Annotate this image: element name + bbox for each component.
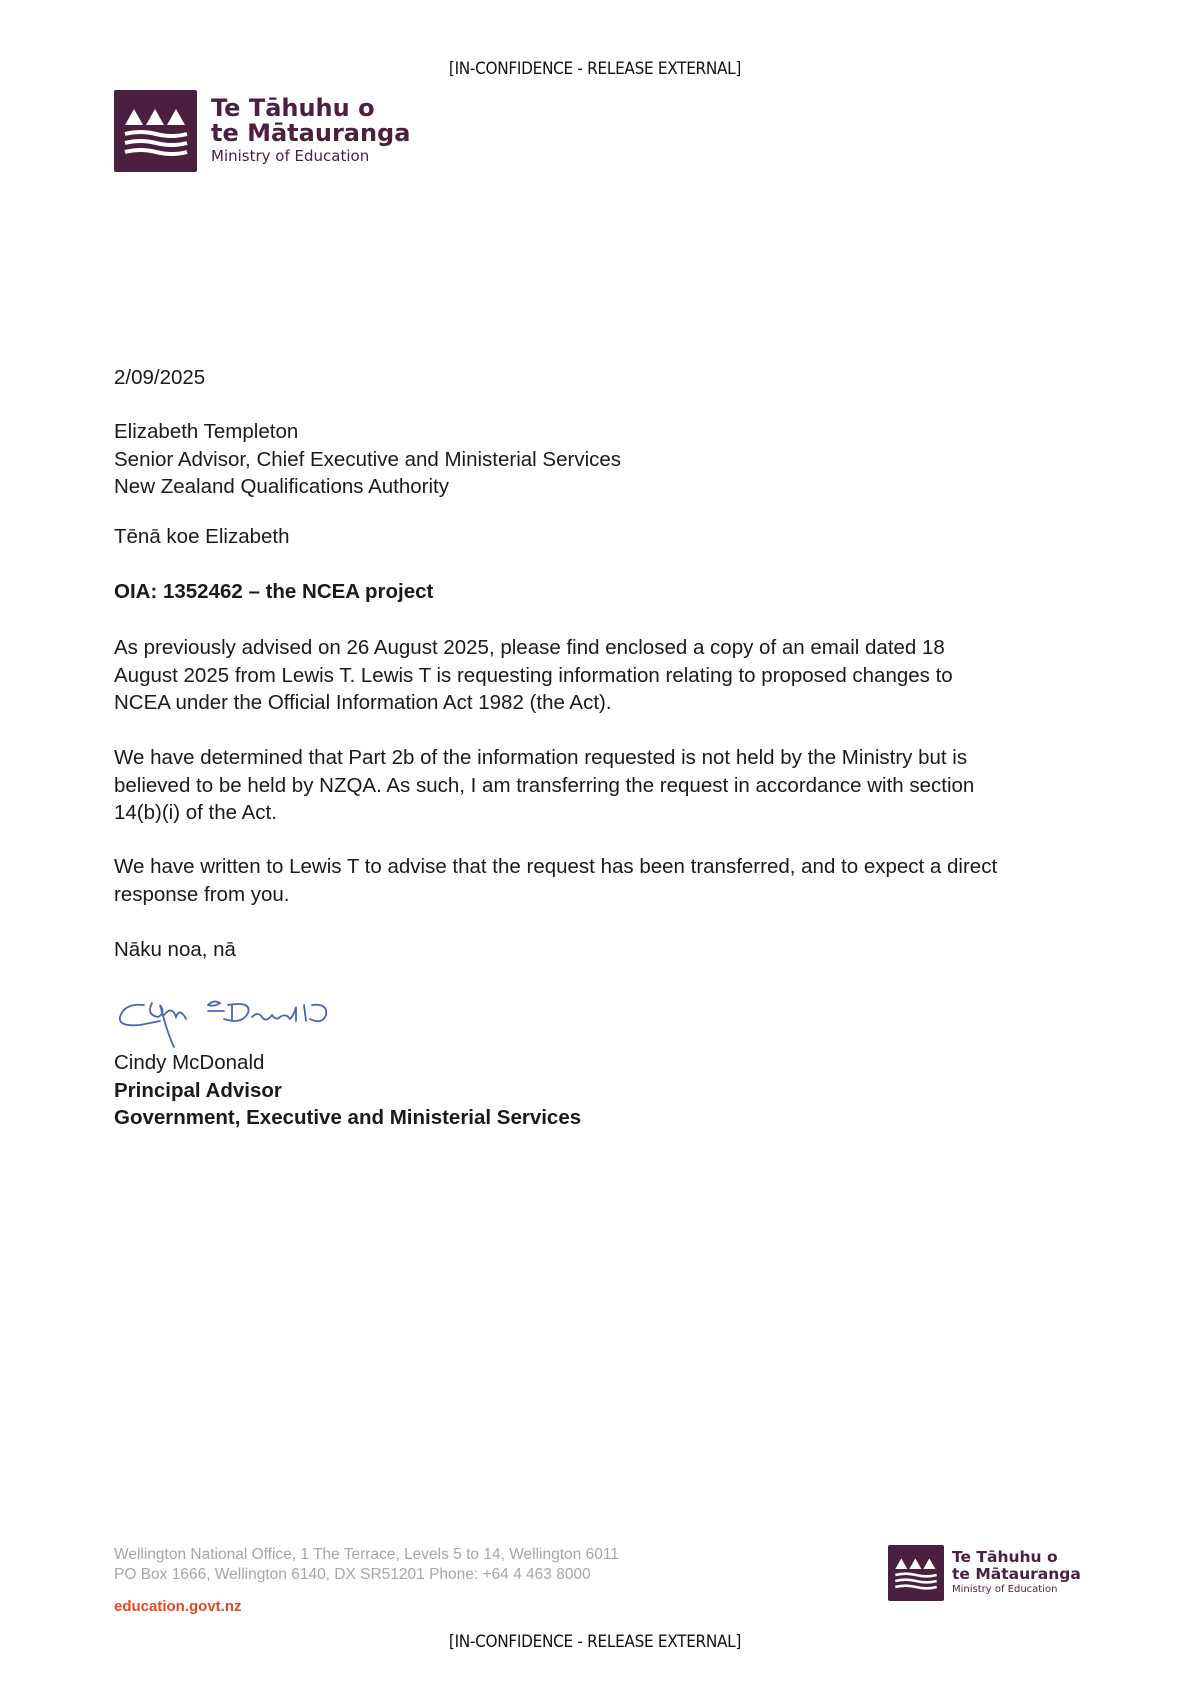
footer-address-line2: PO Box 1666, Wellington 6140, DX SR51201 Phone: +64 4 463 8000 — [114, 1566, 591, 1583]
paragraph-2 — [114, 744, 974, 827]
footer-logo-line2: te Mātauranga — [952, 1565, 1081, 1583]
signatory-name: Cindy McDonald — [114, 1051, 265, 1074]
greeting: Tēnā koe Elizabeth — [114, 525, 290, 548]
recipient-title: Senior Advisor, Chief Executive and Ministerial Services — [114, 447, 622, 471]
logo-line3: Ministry of Education — [211, 147, 370, 165]
logo-mark-icon — [114, 90, 197, 172]
ministry-logo — [114, 90, 410, 172]
recipient-organisation: New Zealand Qualifications Authority — [114, 475, 450, 498]
classification-footer: [IN-CONFIDENCE - RELEASE EXTERNAL] — [448, 1632, 742, 1652]
signatory-unit: Government, Executive and Ministerial Services — [114, 1106, 582, 1129]
logo-mark-icon — [888, 1545, 944, 1601]
footer-logo-line1: Te Tāhuhu o — [952, 1548, 1058, 1566]
paragraph-line: believed to be held by NZQA. As such, I am transferring the request in accordance with section — [114, 773, 975, 797]
paragraph-line: NCEA under the Official Information Act 1982 (the Act). — [114, 691, 612, 714]
footer-logo-line3: Ministry of Education — [952, 1584, 1058, 1595]
classification-header: [IN-CONFIDENCE - RELEASE EXTERNAL] — [448, 59, 742, 79]
letter-date: 2/09/2025 — [114, 366, 206, 389]
signature-image — [116, 995, 336, 1056]
footer-address — [114, 1545, 619, 1585]
footer-website-link[interactable]: education.govt.nz — [114, 1598, 242, 1615]
footer-logo — [888, 1545, 1081, 1601]
footer-address-line1: Wellington National Office, 1 The Terrace, Levels 5 to 14, Wellington 6011 — [114, 1546, 619, 1563]
subject-line: OIA: 1352462 – the NCEA project — [114, 580, 434, 603]
recipient-block — [114, 418, 621, 501]
paragraph-line: 14(b)(i) of the Act. — [114, 801, 277, 824]
paragraph-3 — [114, 853, 997, 908]
signatory-title: Principal Advisor — [114, 1078, 282, 1102]
paragraph-line: response from you. — [114, 882, 290, 906]
paragraph-line: We have determined that Part 2b of the information requested is not held by the Ministry but is — [114, 746, 968, 769]
logo-line2: te Mātauranga — [211, 119, 411, 147]
paragraph-line: August 2025 from Lewis T. Lewis T is requesting information relating to proposed changes to — [114, 663, 953, 687]
paragraph-line: As previously advised on 26 August 2025, please find enclosed a copy of an email dated 18 — [114, 636, 945, 659]
recipient-name: Elizabeth Templeton — [114, 420, 299, 443]
closing: Nāku noa, nā — [114, 938, 236, 961]
logo-line1: Te Tāhuhu o — [211, 94, 375, 122]
signature-block — [114, 1049, 581, 1132]
paragraph-line: We have written to Lewis T to advise that the request has been transferred, and to expect a direct — [114, 855, 998, 878]
paragraph-1 — [114, 634, 953, 717]
